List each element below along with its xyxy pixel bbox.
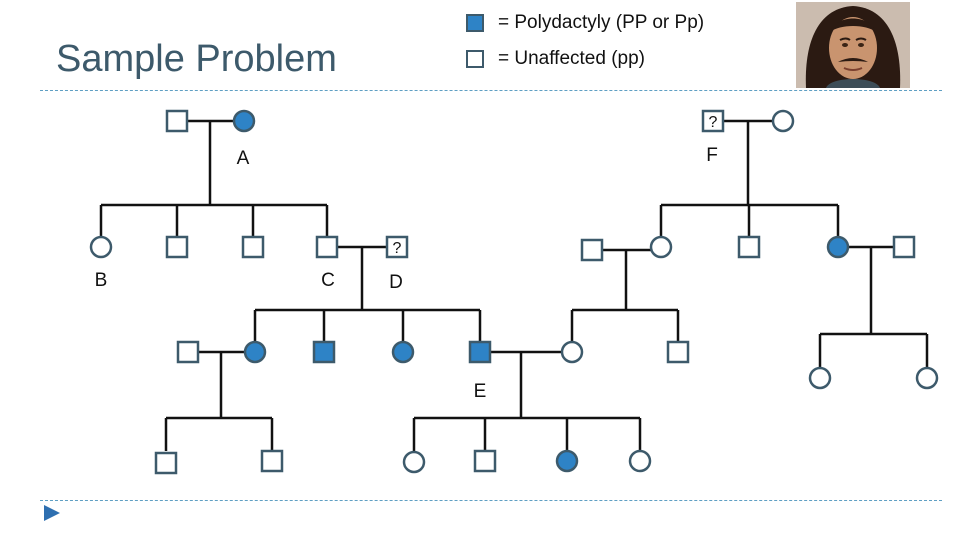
unaffected-female-ec4 <box>630 451 650 471</box>
affected-female-cd-child1 <box>245 342 265 362</box>
unaffected-female-E-spouse <box>562 342 582 362</box>
affected-female-g1-female <box>234 111 254 131</box>
slide-title: Sample Problem <box>56 38 337 80</box>
unaffected-male-C <box>317 237 337 257</box>
unaffected-female-rc1 <box>810 368 830 388</box>
pedigree-label-A: A <box>236 148 250 169</box>
unaffected-male-cd-spouse <box>178 342 198 362</box>
pedigree-lines <box>101 121 927 451</box>
unaffected-female-f-child1 <box>651 237 671 257</box>
pedigree-label-F: F <box>706 145 718 166</box>
unaffected-male-gc2 <box>262 451 282 471</box>
unaffected-male-f-child2 <box>739 237 759 257</box>
pedigree-label-D: D <box>389 272 403 293</box>
pedigree-label-E: E <box>473 381 487 402</box>
unknown-genotype-mark: ? <box>392 240 402 257</box>
legend-unaffected-label: = Unaffected (pp) <box>498 48 645 69</box>
unaffected-male-g1-male <box>167 111 187 131</box>
unaffected-male-m-spouse <box>582 240 602 260</box>
affected-female-f-child3 <box>828 237 848 257</box>
pedigree-label-B: B <box>94 270 108 291</box>
affected-male-E <box>470 342 490 362</box>
unaffected-male-gc1 <box>156 453 176 473</box>
unaffected-female-ec1 <box>404 452 424 472</box>
unaffected-male-sib3 <box>243 237 263 257</box>
unaffected-female-F-spouse <box>773 111 793 131</box>
legend-affected-label: = Polydactyly (PP or Pp) <box>498 12 705 33</box>
unaffected-male-sib2 <box>167 237 187 257</box>
affected-female-cd-child3 <box>393 342 413 362</box>
pedigree-label-C: C <box>321 270 335 291</box>
affected-male-cd-child2 <box>314 342 334 362</box>
pedigree-labels <box>95 145 718 402</box>
unaffected-female-B <box>91 237 111 257</box>
affected-female-ec3 <box>557 451 577 471</box>
unknown-genotype-mark: ? <box>708 114 718 131</box>
unaffected-male-ec2 <box>475 451 495 471</box>
unaffected-male-m-child2 <box>668 342 688 362</box>
unaffected-male-f-child3-spouse <box>894 237 914 257</box>
unaffected-female-rc2 <box>917 368 937 388</box>
